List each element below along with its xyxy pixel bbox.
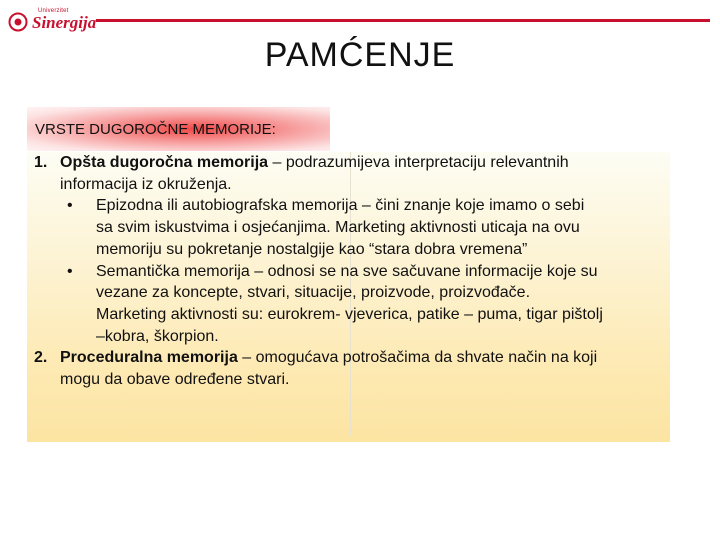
item-number: 1. xyxy=(34,154,48,171)
header-bar xyxy=(96,19,710,22)
item-text-line: informacija iz okruženja. xyxy=(60,175,232,193)
logo xyxy=(8,6,97,34)
logo-mark-icon xyxy=(8,12,28,32)
bullet: • xyxy=(67,262,73,280)
subtitle: VRSTE DUGOROČNE MEMORIJE: xyxy=(35,121,276,138)
item-text-line: mogu da obave određene stvari. xyxy=(60,371,290,388)
logo-name: Sinergija xyxy=(32,13,97,32)
subtitle-box xyxy=(27,107,330,151)
bullet: • xyxy=(67,197,73,215)
item-text-line: – podrazumijeva interpretaciju relevantnih xyxy=(268,154,569,171)
item-text-line: – omogućava potrošačima da shvate način na koji xyxy=(237,349,598,367)
subitem-text-line: memoriju su pokretanje nostalgije kao “stara dobra vremena” xyxy=(96,240,528,258)
item-bold-label: Proceduralna memorija xyxy=(60,349,238,367)
item-bold-label: Opšta dugoročna memorija xyxy=(60,154,269,171)
logo-small-text: Univerzitet xyxy=(38,8,69,14)
item-number: 2. xyxy=(34,349,48,367)
subitem-text-line: sa svim iskustvima i osjećanjima. Marketing aktivnosti uticaja na ovu xyxy=(96,219,580,237)
list-item xyxy=(60,347,597,369)
subitem-text-line: –kobra, škorpion. xyxy=(96,327,219,345)
list-item xyxy=(60,152,569,174)
subitem-text-line: Semantička memorija – odnosi se na sve sačuvane informacije koje su xyxy=(96,262,598,280)
subitem-text-line: vezane za koncepte, stvari, situacije, proizvode, proizvođače. xyxy=(96,284,531,302)
subitem-text-line: Epizodna ili autobiografska memorija – čini znanje koje imamo o sebi xyxy=(96,197,585,215)
content-box xyxy=(27,152,670,442)
subitem-text-line: Marketing aktivnosti su: eurokrem- vjeverica, patike – puma, tigar pištolj xyxy=(96,305,603,323)
page-title: PAMĆENJE xyxy=(264,36,456,74)
